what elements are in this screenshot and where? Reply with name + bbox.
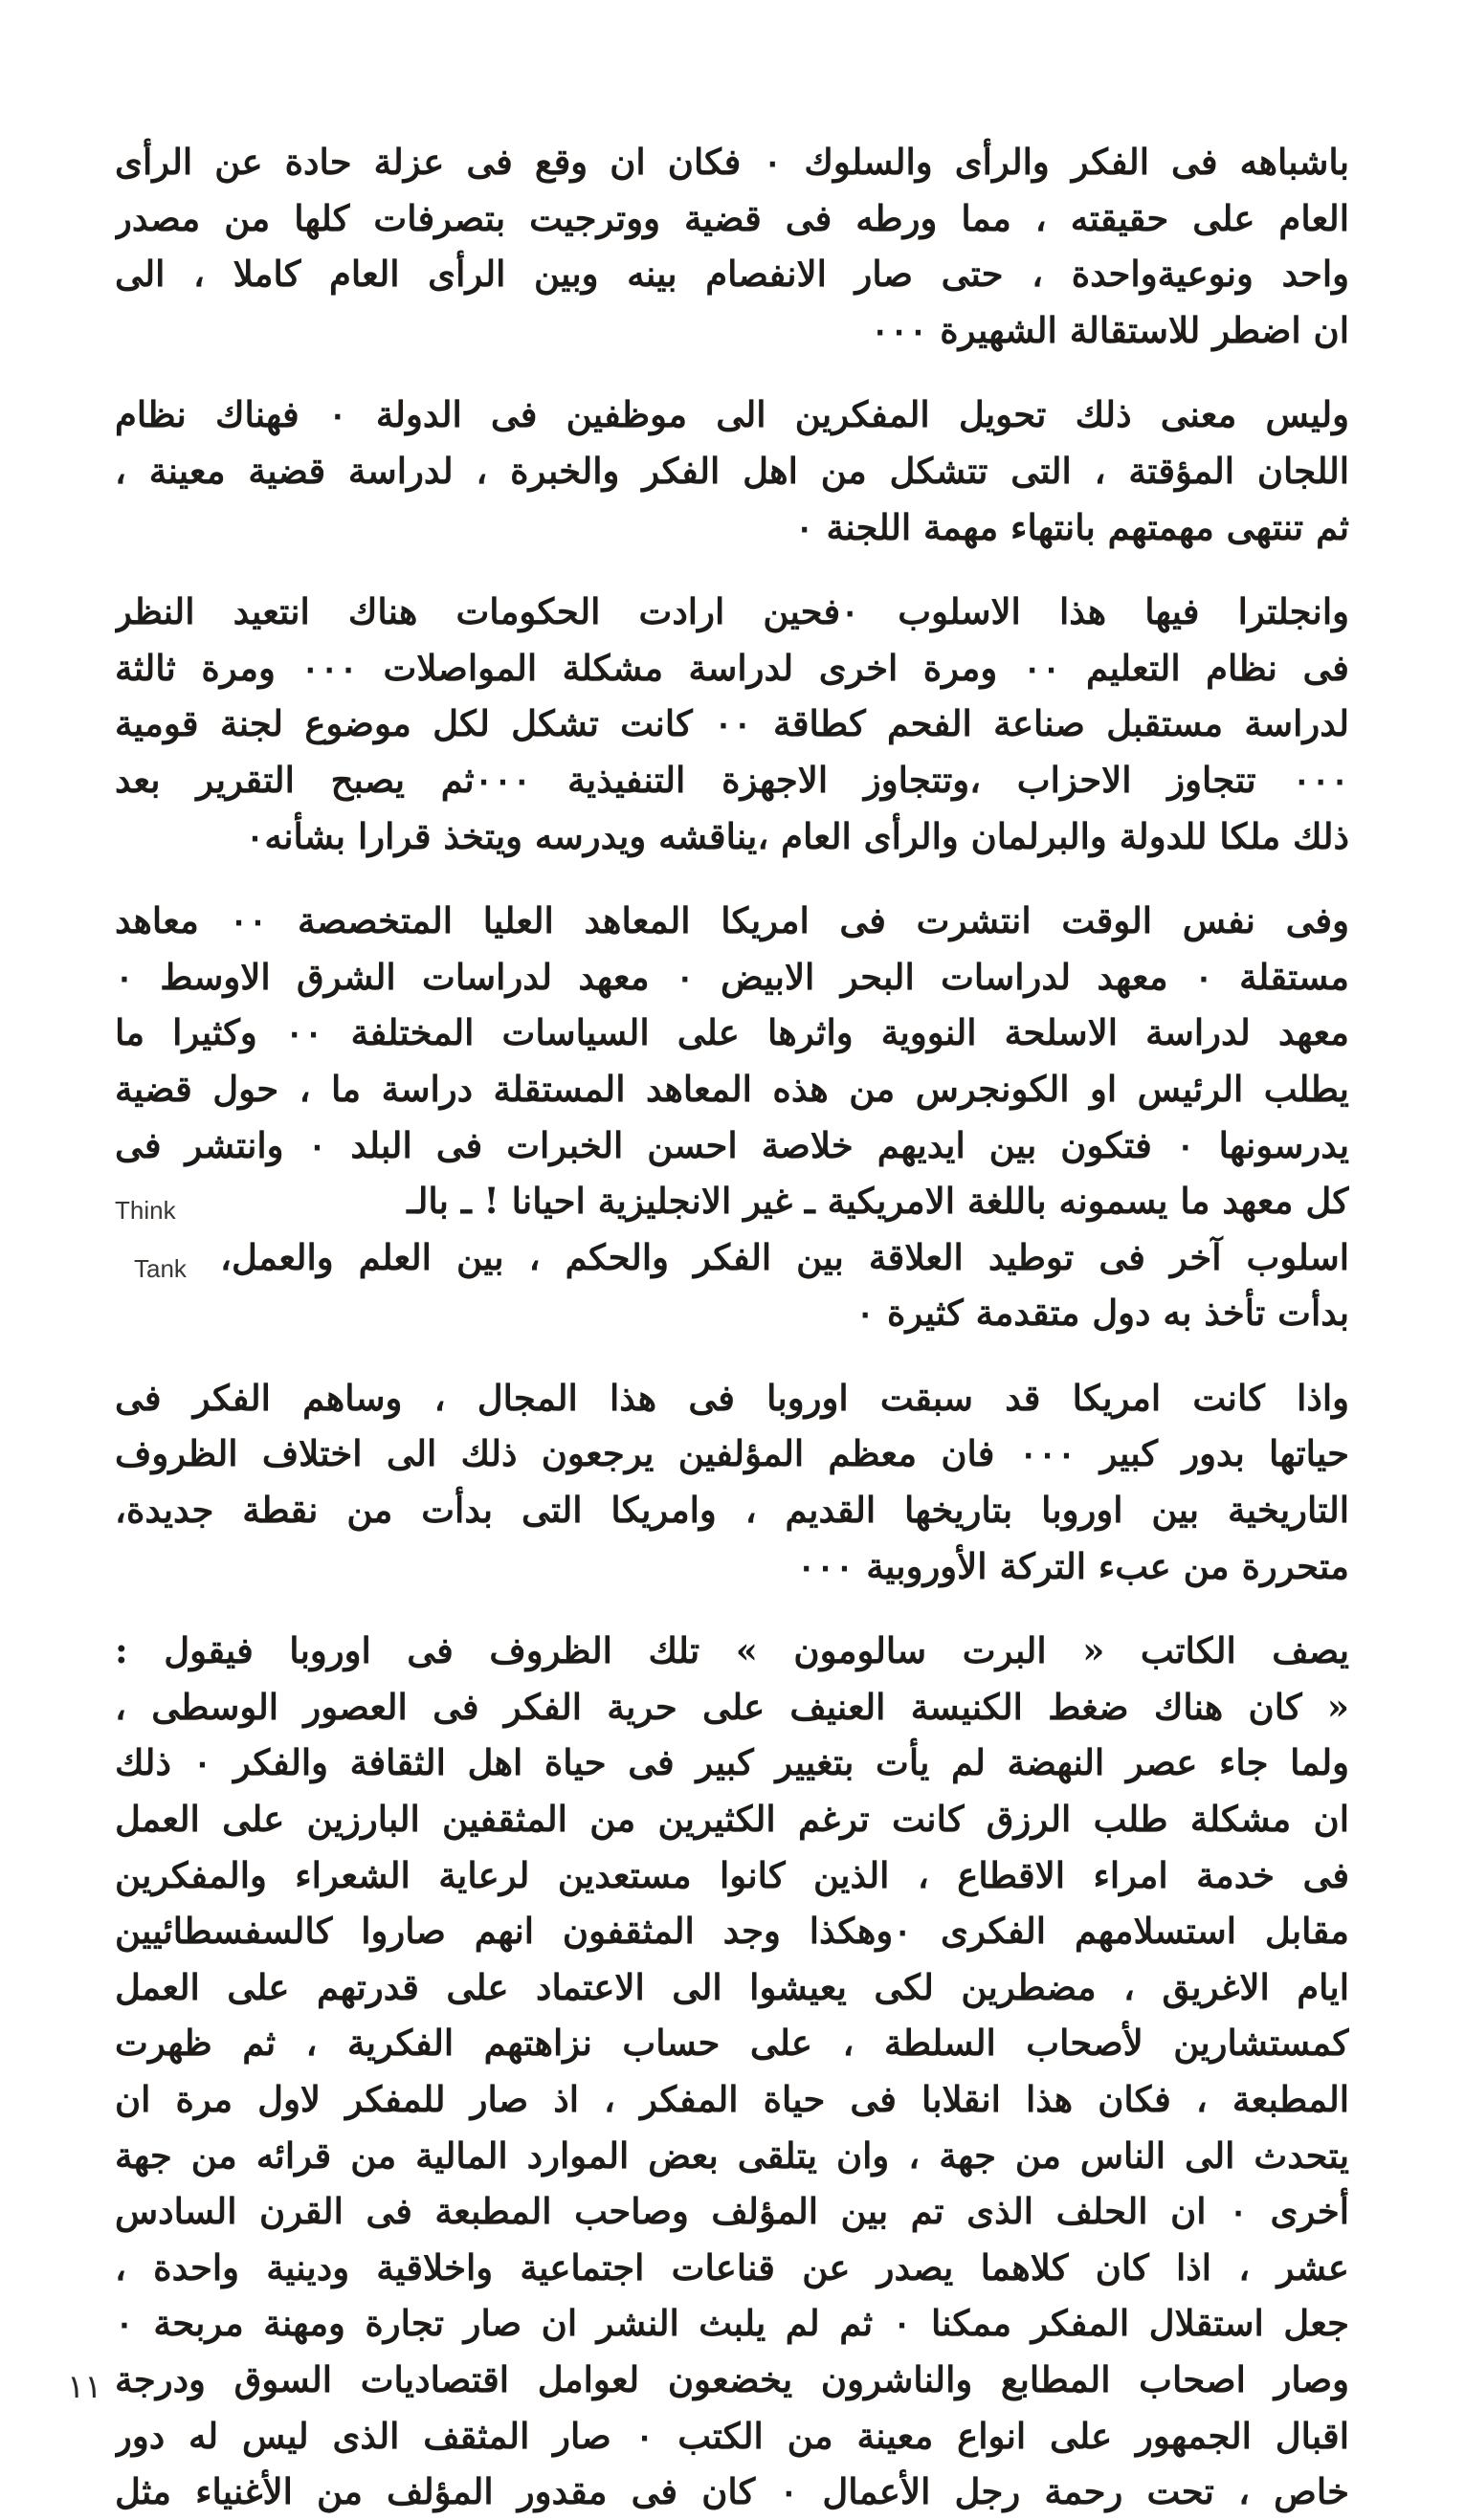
- text-line: المطبعة ، فكان هذا انقلابا فى حياة المفكر ، اذ صار للمفكر لاول مرة ان: [115, 2078, 1349, 2120]
- text-line: باشباهه فى الفكر والرأى والسلوك ٠ فكان ان وقع فى عزلة حادة عن الرأى: [115, 141, 1349, 183]
- text-line: وانجلترا فيها هذا الاسلوب ٠فحين ارادت الحكومات هناك انتعيد النظر: [115, 590, 1349, 633]
- text-line: لدراسة مستقبل صناعة الفحم كطاقة ٠٠ كانت تشكل لكل موضوع لجنة قومية: [115, 702, 1349, 745]
- text-line: جعل استقلال المفكر ممكنا ٠ ثم لم يلبث النشر ان صار تجارة ومهنة مربحة ٠: [115, 2302, 1349, 2345]
- text-line: ان مشكلة طلب الرزق كانت ترغم الكثيرين من المثقفين البارزين على العمل: [115, 1798, 1349, 1841]
- paragraph-gap: [115, 1594, 1349, 1623]
- text-line-with-latin: [115, 1173, 1349, 1229]
- text-line-with-latin: [115, 1229, 1349, 1286]
- text-line: بدأت تأخذ به دول متقدمة كثيرة ٠: [855, 1292, 1349, 1335]
- text-line: اقبال الجمهور على انواع معينة من الكتب ٠ صار المثقف الذى ليس له دور: [115, 2414, 1349, 2457]
- text-line: ثم تنتهى مهمتهم بانتهاء مهمة اللجنة ٠: [794, 505, 1349, 548]
- text-line: وفى نفس الوقت انتشرت فى امريكا المعاهد العليا المتخصصة ٠٠ معاهد: [115, 899, 1349, 942]
- latin-word-think: Think: [115, 1196, 176, 1226]
- text-line: مقابل استسلامهم الفكرى ٠وهكذا وجد المثقفون انهم صاروا كالسفسطائيين: [115, 1910, 1349, 1953]
- text-line: يدرسونها ٠ فتكون بين ايديهم خلاصة احسن الخبرات فى البلد ٠ وانتشر فى: [115, 1123, 1349, 1166]
- latin-word-tank: Tank: [134, 1253, 187, 1283]
- text-line: يطلب الرئيس او الكونجرس من هذه المعاهد المستقلة دراسة ما ، حول قضية: [115, 1067, 1349, 1110]
- text-line: « كان هناك ضغط الكنيسة العنيف على حرية الفكر فى العصور الوسطى ،: [115, 1685, 1349, 1728]
- text-line: كمستشارين لأصحاب السلطة ، على حساب نزاهتهم الفكرية ، ثم ظهرت: [115, 2022, 1349, 2065]
- text-line: واذا كانت امريكا قد سبقت اوروبا فى هذا المجال ، وساهم الفكر فى: [115, 1376, 1349, 1419]
- text-line: ان اضطر للاستقالة الشهيرة ٠٠٠: [870, 308, 1349, 351]
- paragraph-gap: [115, 864, 1349, 893]
- text-line: وصار اصحاب المطابع والناشرون يخضعون لعوامل اقتصاديات السوق ودرجة: [115, 2357, 1349, 2400]
- text-line: ايام الاغريق ، مضطرين لكى يعيشوا الى الاعتماد على قدرتهم على العمل: [115, 1965, 1349, 2008]
- paragraph-gap: [115, 358, 1349, 387]
- text-line: خاص ، تحت رحمة رجل الأعمال ٠ كان فى مقدور المؤلف من الأغنياء مثل: [115, 2470, 1349, 2513]
- text-line: مستقلة ٠ معهد لدراسات البحر الابيض ٠ معهد لدراسات الشرق الاوسط ٠: [115, 955, 1349, 998]
- text-line: اسلوب آخر فى توطيد العلاقة بين الفكر والحكم ، بين العلم والعمل،: [220, 1235, 1349, 1278]
- text-line: العام على حقيقته ، مما ورطه فى قضية ووترجيت بتصرفات كلها من مصدر: [115, 196, 1349, 239]
- text-line: عشر ، اذا كان كلاهما يصدر عن قناعات اجتماعية واخلاقية ودينية واحدة ،: [115, 2245, 1349, 2288]
- text-line: ذلك ملكا للدولة والبرلمان والرأى العام ،يناقشه ويدرسه ويتخذ قرارا بشأنه٠: [245, 814, 1349, 857]
- paragraph-gap: [115, 555, 1349, 584]
- text-line: كل معهد ما يسمونه باللغة الامريكية ـ غير الانجليزية احيانا ! ـ بالـ: [407, 1180, 1349, 1223]
- text-line: معهد لدراسة الاسلحة النووية واثرها على السياسات المختلفة ٠٠ وكثيرا ما: [115, 1011, 1349, 1054]
- text-line: ٠٠٠ تتجاوز الاحزاب ،وتتجاوز الاجهزة التنفيذية ٠٠٠ثم يصبح التقرير بعد: [115, 758, 1349, 801]
- page-body: [115, 134, 1349, 2520]
- page-number: ١١: [67, 2368, 102, 2406]
- text-line: اللجان المؤقتة ، التى تتشكل من اهل الفكر والخبرة ، لدراسة قضية معينة ،: [115, 449, 1349, 492]
- text-line: فى خدمة امراء الاقطاع ، الذين كانوا مستعدين لرعاية الشعراء والمفكرين: [115, 1853, 1349, 1896]
- text-line: يتحدث الى الناس من جهة ، وان يتلقى بعض الموارد المالية من قرائه من جهة: [115, 2133, 1349, 2177]
- text-line: يصف الكاتب « البرت سالومون » تلك الظروف فى اوروبا فيقول :: [115, 1629, 1349, 1672]
- text-line: التاريخية بين اوروبا بتاريخها القديم ، وامريكا التى بدأت من نقطة جديدة،: [115, 1489, 1349, 1532]
- text-line: متحررة من عبء التركة الأوروبية ٠٠٠: [796, 1544, 1349, 1587]
- text-line: وليس معنى ذلك تحويل المفكرين الى موظفين فى الدولة ٠ فهناك نظام: [115, 393, 1349, 436]
- text-line: أخرى ٠ ان الحلف الذى تم بين المؤلف وصاحب المطبعة فى القرن السادس: [115, 2190, 1349, 2233]
- text-line: حياتها بدور كبير ٠٠٠ فان معظم المؤلفين يرجعون ذلك الى اختلاف الظروف: [115, 1432, 1349, 1475]
- text-line: ولما جاء عصر النهضة لم يأت بتغيير كبير فى حياة اهل الثقافة والفكر ٠ ذلك: [115, 1741, 1349, 1784]
- text-line: واحد ونوعيةواحدة ، حتى صار الانفصام بينه وبين الرأى العام كاملا ، الى: [115, 253, 1349, 296]
- text-line: فى نظام التعليم ٠٠ ومرة اخرى لدراسة مشكلة المواصلات ٠٠٠ ومرة ثالثة: [115, 646, 1349, 689]
- paragraph-gap: [115, 1341, 1349, 1370]
